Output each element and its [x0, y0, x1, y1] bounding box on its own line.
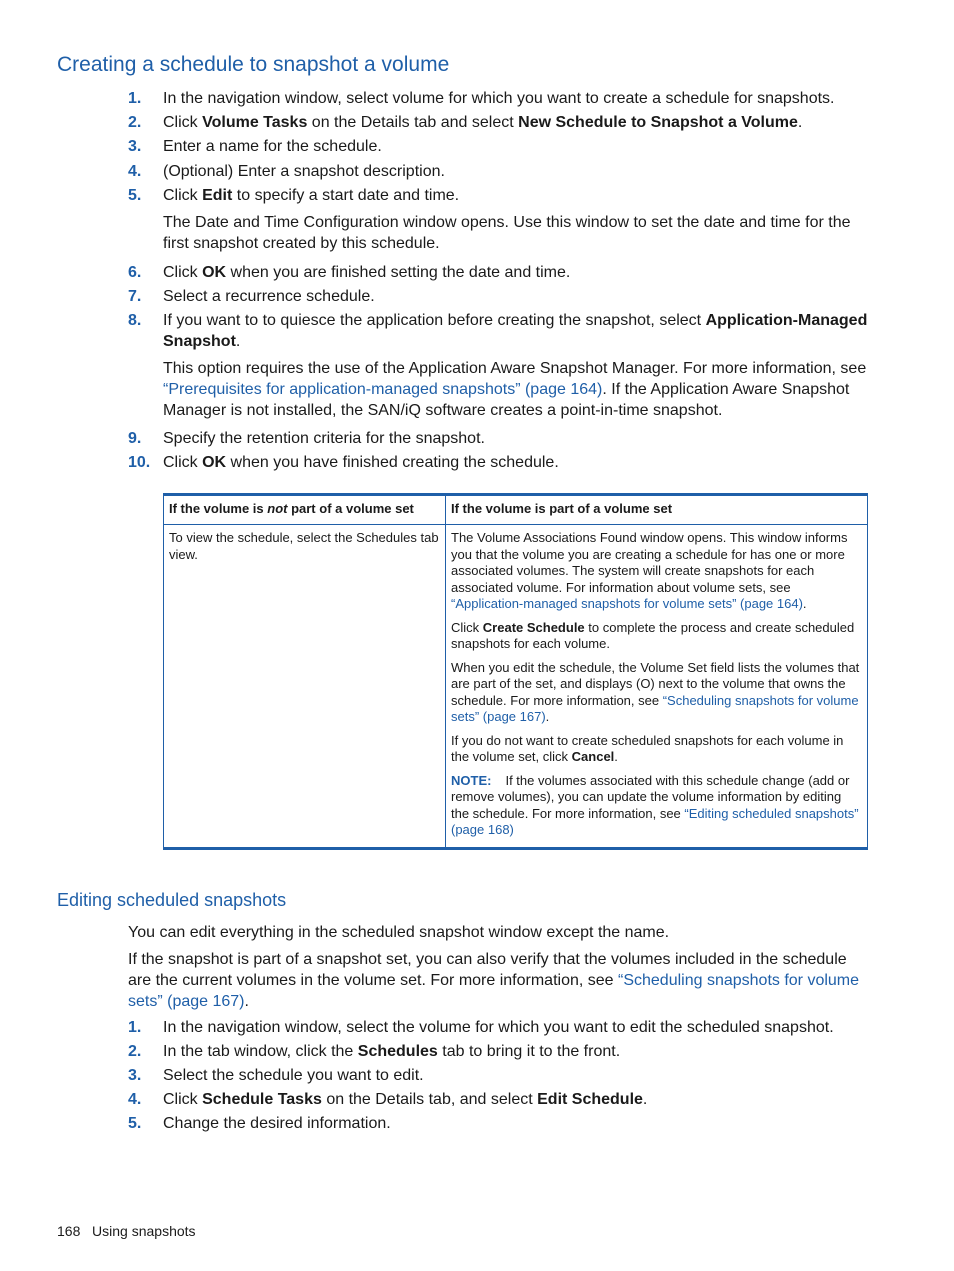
step-text: Click OK when you are finished setting the date and time. — [163, 264, 571, 281]
step-number: 4. — [128, 163, 142, 180]
step-text: Select a recurrence schedule. — [163, 288, 375, 305]
cell-not-volume-set: To view the schedule, select the Schedules tab view. — [164, 525, 446, 849]
step-text: In the navigation window, select volume for which you want to create a schedule for snapshots. — [163, 90, 835, 107]
header-not-volume-set: If the volume is not part of a volume set — [164, 495, 446, 525]
step-text: Click OK when you have finished creating the schedule. — [163, 454, 559, 471]
page-footer — [57, 1223, 196, 1239]
table-row — [164, 525, 868, 849]
step-number: 3. — [128, 1067, 142, 1084]
step-text: Click Edit to specify a start date and time. — [163, 187, 460, 204]
link-app-managed-volume-sets[interactable]: “Application-managed snapshots for volume sets” (page 164) — [451, 596, 803, 611]
step-text: In the tab window, click the Schedules tab to bring it to the front. — [163, 1043, 621, 1060]
link-editing-scheduled[interactable]: “Editing scheduled snapshots” (page 168) — [451, 805, 859, 837]
cell-volume-set — [446, 525, 868, 849]
step-number: 1. — [128, 90, 142, 107]
cell-paragraph: When you edit the schedule, the Volume Set field lists the volumes that are part of the set, and displays (O) next to the volume that owns the schedule. For more information, see “Scheduling snapshots for volume sets” (page 167). — [451, 659, 860, 724]
step-number: 3. — [128, 138, 142, 155]
link-scheduling-volume-sets-2[interactable]: “Scheduling snapshots for volume sets” (page 167) — [128, 972, 860, 1010]
step-number: 5. — [128, 187, 142, 204]
step-text: Select the schedule you want to edit. — [163, 1067, 424, 1084]
section-title-editing: Editing scheduled snapshots — [57, 890, 287, 910]
page-number: 168 — [57, 1223, 81, 1239]
step-8-detail: This option requires the use of the Application Aware Snapshot Manager. For more information, see “Prerequisites for application-managed snapshots” (page 164). If the Application Aware Snapshot Manager is not installed, the SAN/iQ software creates a point-in-time snapshot. — [163, 360, 867, 419]
step-text: Enter a name for the schedule. — [163, 138, 382, 155]
step-number: 6. — [128, 264, 142, 281]
step-number: 2. — [128, 114, 142, 131]
cell-paragraph: If you do not want to create scheduled snapshots for each volume in the volume set, click Cancel. — [451, 732, 844, 764]
step-number: 1. — [128, 1019, 142, 1036]
cell-paragraph: The Volume Associations Found window opens. This window informs you that the volume you are creating a schedule for has one or more associated volumes. The system will create snapshots for each associated volume. For information about volume sets, see “Application-managed snapshots for volume sets” (page 164). — [451, 530, 848, 611]
table-header-row — [164, 495, 868, 525]
step-text: In the navigation window, select the volume for which you want to edit the scheduled snapshot. — [163, 1019, 834, 1036]
section-title-creating-schedule: Creating a schedule to snapshot a volume — [57, 53, 450, 76]
step-number: 4. — [128, 1091, 142, 1108]
step-text: Click Schedule Tasks on the Details tab, and select Edit Schedule. — [163, 1091, 648, 1108]
cell-paragraph: Click Create Schedule to complete the process and create scheduled snapshots for each volume. — [451, 619, 855, 651]
step-number: 5. — [128, 1115, 142, 1132]
step-number: 2. — [128, 1043, 142, 1060]
note-label: NOTE: — [451, 772, 492, 788]
step-text: (Optional) Enter a snapshot description. — [163, 163, 445, 180]
step-text: Specify the retention criteria for the snapshot. — [163, 430, 485, 447]
editing-intro: You can edit everything in the scheduled snapshot window except the name. — [128, 924, 670, 941]
step-text: Change the desired information. — [163, 1115, 391, 1132]
step-number: 8. — [128, 312, 142, 329]
step-number: 9. — [128, 430, 142, 447]
header-volume-set: If the volume is part of a volume set — [446, 495, 868, 525]
volume-set-table — [163, 493, 868, 850]
step-number: 7. — [128, 288, 142, 305]
editing-paragraph: If the snapshot is part of a snapshot set, you can also verify that the volumes included in the schedule are the current volumes in the volume set. For more information, see “Scheduling snapshots for volume sets” (page 167). — [128, 951, 860, 1010]
link-prerequisites[interactable]: “Prerequisites for application-managed snapshots” (page 164) — [163, 381, 603, 398]
link-scheduling-volume-sets[interactable]: “Scheduling snapshots for volume sets” (page 167) — [451, 692, 859, 724]
step-text: Click Volume Tasks on the Details tab and select New Schedule to Snapshot a Volume. — [163, 114, 803, 131]
step-text: If you want to to quiesce the application before creating the snapshot, select Application-Managed Snapshot. — [163, 312, 868, 350]
note: NOTE: If the volumes associated with this schedule change (add or remove volumes), you can update the volume information by editing the schedule. For more information, see “Editing scheduled snapshots” (page 168) — [451, 772, 859, 837]
step-number: 10. — [128, 454, 151, 471]
step-5-detail: The Date and Time Configuration window opens. Use this window to set the date and time for the first snapshot created by this schedule. — [163, 214, 851, 252]
chapter-title: Using snapshots — [92, 1223, 196, 1239]
